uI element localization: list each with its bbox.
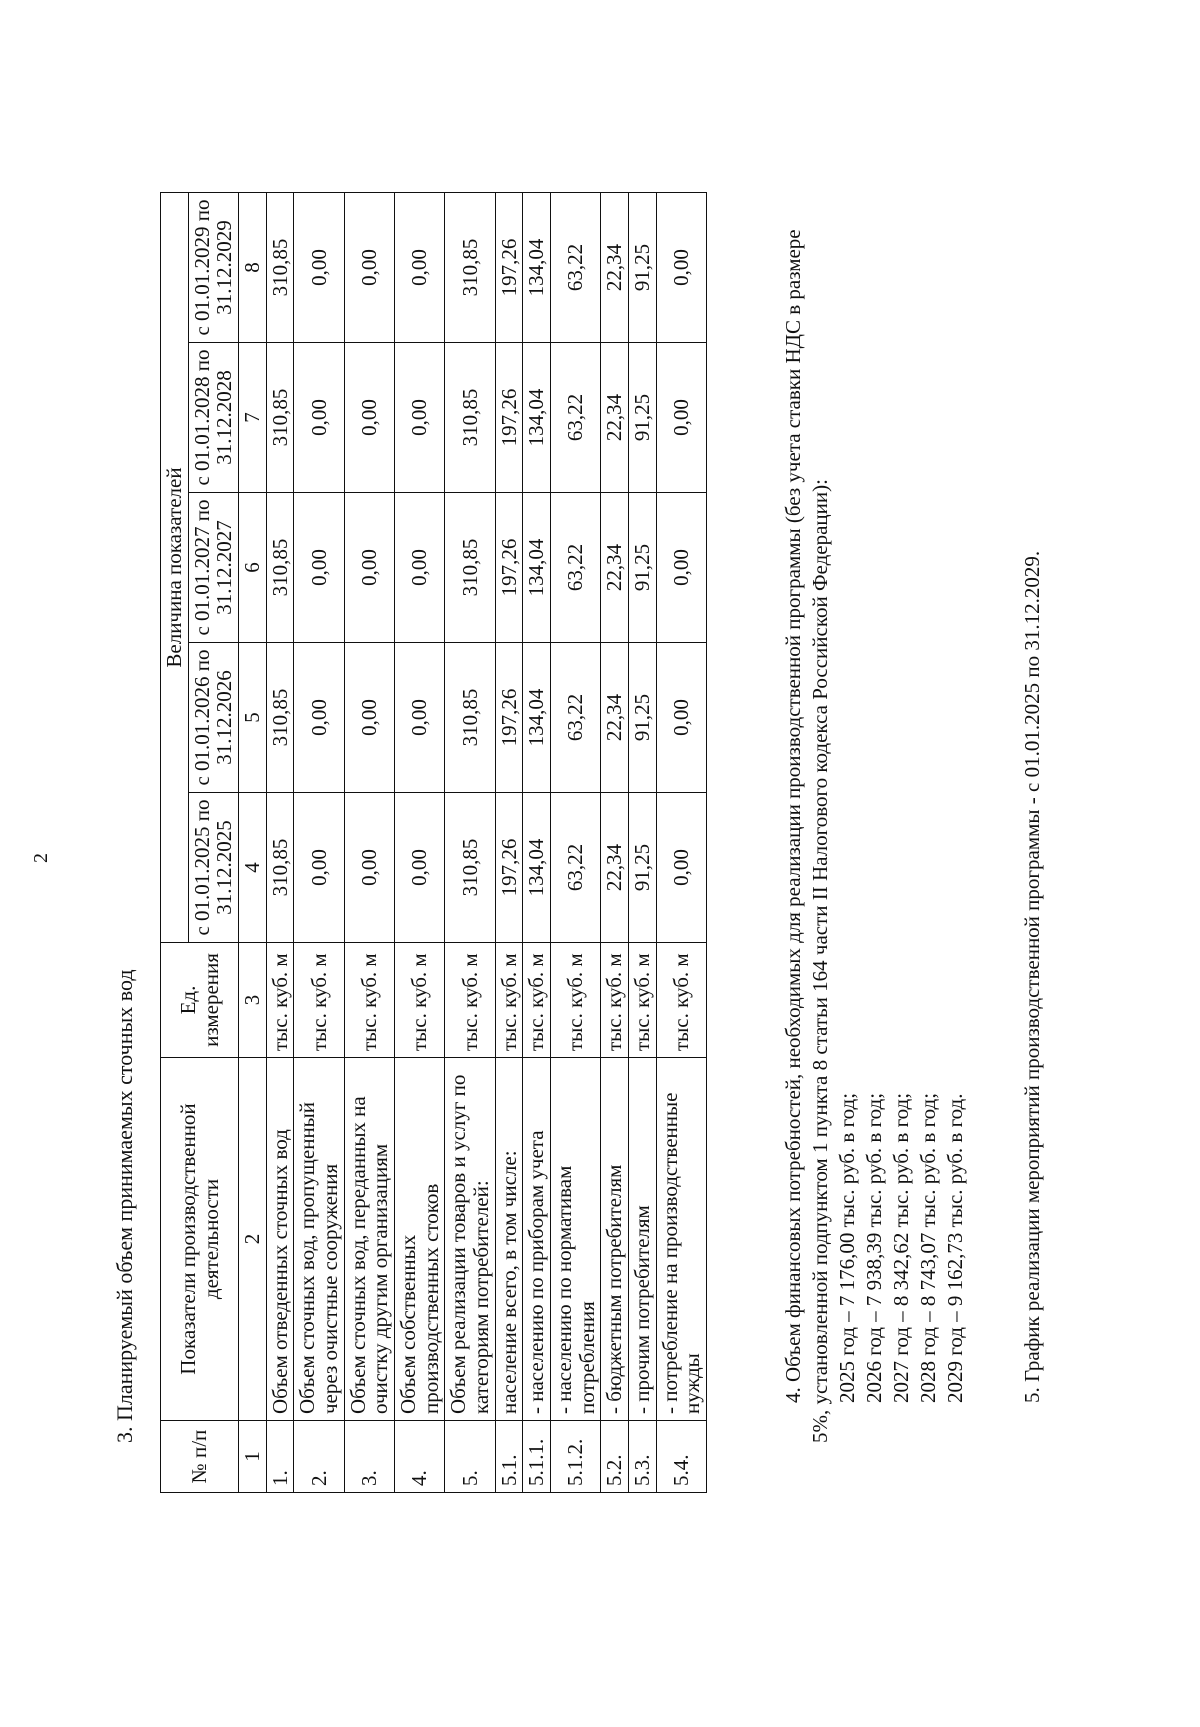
header-indicator: Показатели производственной деятельности [161, 1058, 239, 1421]
row-value: 91,25 [629, 793, 657, 943]
row-value: 0,00 [344, 343, 394, 493]
cost-line: 2028 год – 8 743,07 тыс. руб. в год; [916, 1092, 940, 1403]
row-indicator: - бюджетным потребителям [601, 1058, 629, 1421]
row-unit: тыс. куб. м [294, 943, 344, 1058]
row-value: 22,34 [601, 343, 629, 493]
header-period: с 01.01.2028 по 31.12.2028 [188, 343, 238, 493]
row-value: 0,00 [294, 493, 344, 643]
row-value: 310,85 [266, 192, 294, 342]
column-number: 6 [239, 493, 267, 643]
row-unit: тыс. куб. м [344, 943, 394, 1058]
row-number: 5.1. [495, 1421, 523, 1493]
row-value: 0,00 [294, 343, 344, 493]
row-value: 63,22 [551, 343, 601, 493]
row-value: 310,85 [445, 343, 495, 493]
column-number: 7 [239, 343, 267, 493]
row-indicator: Объем реализации товаров и услуг по категориям потребителей: [445, 1058, 495, 1421]
row-indicator: Объем сточных вод, пропущенный через очистные сооружения [294, 1058, 344, 1421]
row-number: 2. [294, 1421, 344, 1493]
row-value: 310,85 [445, 793, 495, 943]
table-row [523, 192, 551, 1492]
row-number: 5.1.2. [551, 1421, 601, 1493]
cost-line: 2029 год – 9 162,73 тыс. руб. в год. [943, 1093, 967, 1403]
table-body [266, 192, 706, 1492]
section-5-text: 5. График реализации мероприятий производственной программы - с 01.01.2025 по 31.12.2029. [1020, 550, 1044, 1403]
cost-line: 2025 год – 7 176,00 тыс. руб. в год; [835, 1092, 859, 1403]
row-value: 22,34 [601, 643, 629, 793]
row-unit: тыс. куб. м [395, 943, 445, 1058]
row-unit: тыс. куб. м [523, 943, 551, 1058]
row-value: 197,26 [495, 343, 523, 493]
row-value: 197,26 [495, 643, 523, 793]
row-value: 0,00 [395, 343, 445, 493]
rotated-content [20, 13, 1180, 1713]
row-value: 0,00 [395, 493, 445, 643]
section-4 [780, 193, 969, 1443]
row-value: 0,00 [656, 793, 706, 943]
row-indicator: Объем отведенных сточных вод [266, 1058, 294, 1421]
table-header-row [161, 192, 189, 1492]
row-value: 197,26 [495, 793, 523, 943]
row-number: 5.3. [629, 1421, 657, 1493]
row-value: 91,25 [629, 343, 657, 493]
section-4-text: 4. Объем финансовых потребностей, необходимых для реализации производственной программы (без учета ставки НДС в размере 5%, установленной подпунктом 1 пункта 8 статьи 164 части II Налогового кодекса Российской Федерации): [781, 229, 832, 1443]
row-value: 0,00 [656, 643, 706, 793]
cost-line: 2026 год – 7 938,39 тыс. руб. в год; [862, 1092, 886, 1403]
row-indicator: - населению по приборам учета [523, 1058, 551, 1421]
row-value: 197,26 [495, 192, 523, 342]
row-value: 22,34 [601, 793, 629, 943]
section-3-title: 3. Планируемый объем принимаемых сточных вод [112, 969, 137, 1443]
table-row [445, 192, 495, 1492]
row-unit: тыс. куб. м [601, 943, 629, 1058]
row-value: 0,00 [344, 192, 394, 342]
row-unit: тыс. куб. м [495, 943, 523, 1058]
row-number: 3. [344, 1421, 394, 1493]
table-row [495, 192, 523, 1492]
row-value: 310,85 [445, 493, 495, 643]
row-value: 134,04 [523, 192, 551, 342]
row-value: 310,85 [266, 643, 294, 793]
row-unit: тыс. куб. м [445, 943, 495, 1058]
row-value: 0,00 [294, 793, 344, 943]
table-row [344, 192, 394, 1492]
row-value: 0,00 [395, 192, 445, 342]
row-value: 0,00 [395, 793, 445, 943]
table-row [395, 192, 445, 1492]
column-number: 2 [239, 1058, 267, 1421]
row-value: 91,25 [629, 493, 657, 643]
column-number: 1 [239, 1421, 267, 1493]
row-value: 134,04 [523, 793, 551, 943]
row-unit: тыс. куб. м [266, 943, 294, 1058]
header-period: с 01.01.2026 по 31.12.2026 [188, 643, 238, 793]
row-number: 5. [445, 1421, 495, 1493]
row-value: 197,26 [495, 493, 523, 643]
row-value: 310,85 [445, 643, 495, 793]
row-indicator: Объем собственных производственных стоков [395, 1058, 445, 1421]
row-value: 0,00 [294, 192, 344, 342]
cost-line: 2027 год – 8 342,62 тыс. руб. в год; [889, 1092, 913, 1403]
table-row [656, 192, 706, 1492]
row-unit: тыс. куб. м [656, 943, 706, 1058]
table-row [266, 192, 294, 1492]
row-value: 134,04 [523, 643, 551, 793]
row-indicator: - населению по нормативам потребления [551, 1058, 601, 1421]
row-value: 0,00 [395, 643, 445, 793]
row-value: 0,00 [294, 643, 344, 793]
row-indicator: Объем сточных вод, переданных на очистку другим организациям [344, 1058, 394, 1421]
table-row [294, 192, 344, 1492]
row-indicator: - потребление на производственные нужды [656, 1058, 706, 1421]
column-number: 5 [239, 643, 267, 793]
row-value: 0,00 [344, 643, 394, 793]
row-value: 63,22 [551, 192, 601, 342]
row-value: 0,00 [656, 192, 706, 342]
header-period: с 01.01.2027 по 31.12.2027 [188, 493, 238, 643]
column-number: 8 [239, 192, 267, 342]
row-value: 0,00 [344, 793, 394, 943]
row-number: 5.4. [656, 1421, 706, 1493]
row-indicator: - прочим потребителям [629, 1058, 657, 1421]
row-indicator: население всего, в том числе: [495, 1058, 523, 1421]
row-value: 310,85 [266, 343, 294, 493]
row-number: 4. [395, 1421, 445, 1493]
header-period: с 01.01.2029 по 31.12.2029 [188, 192, 238, 342]
row-value: 310,85 [266, 493, 294, 643]
header-group: Величина показателей [161, 192, 189, 942]
header-num: № п/п [161, 1421, 239, 1493]
row-value: 22,34 [601, 192, 629, 342]
row-value: 0,00 [344, 493, 394, 643]
row-value: 63,22 [551, 793, 601, 943]
row-value: 134,04 [523, 343, 551, 493]
row-number: 5.1.1. [523, 1421, 551, 1493]
row-value: 91,25 [629, 192, 657, 342]
page-number: 2 [30, 853, 52, 863]
table-row [629, 192, 657, 1492]
row-value: 134,04 [523, 493, 551, 643]
table-row [551, 192, 601, 1492]
header-unit: Ед. измерения [161, 943, 239, 1058]
row-value: 63,22 [551, 493, 601, 643]
row-value: 91,25 [629, 643, 657, 793]
row-value: 0,00 [656, 343, 706, 493]
row-value: 63,22 [551, 643, 601, 793]
row-value: 310,85 [266, 793, 294, 943]
table-row [601, 192, 629, 1492]
row-unit: тыс. куб. м [629, 943, 657, 1058]
column-number: 3 [239, 943, 267, 1058]
row-unit: тыс. куб. м [551, 943, 601, 1058]
wastewater-volume-table [160, 192, 707, 1493]
column-number: 4 [239, 793, 267, 943]
row-value: 310,85 [445, 192, 495, 342]
table-column-numbers [239, 192, 267, 1492]
row-value: 22,34 [601, 493, 629, 643]
row-number: 5.2. [601, 1421, 629, 1493]
row-value: 0,00 [656, 493, 706, 643]
header-period: с 01.01.2025 по 31.12.2025 [188, 793, 238, 943]
row-number: 1. [266, 1421, 294, 1493]
